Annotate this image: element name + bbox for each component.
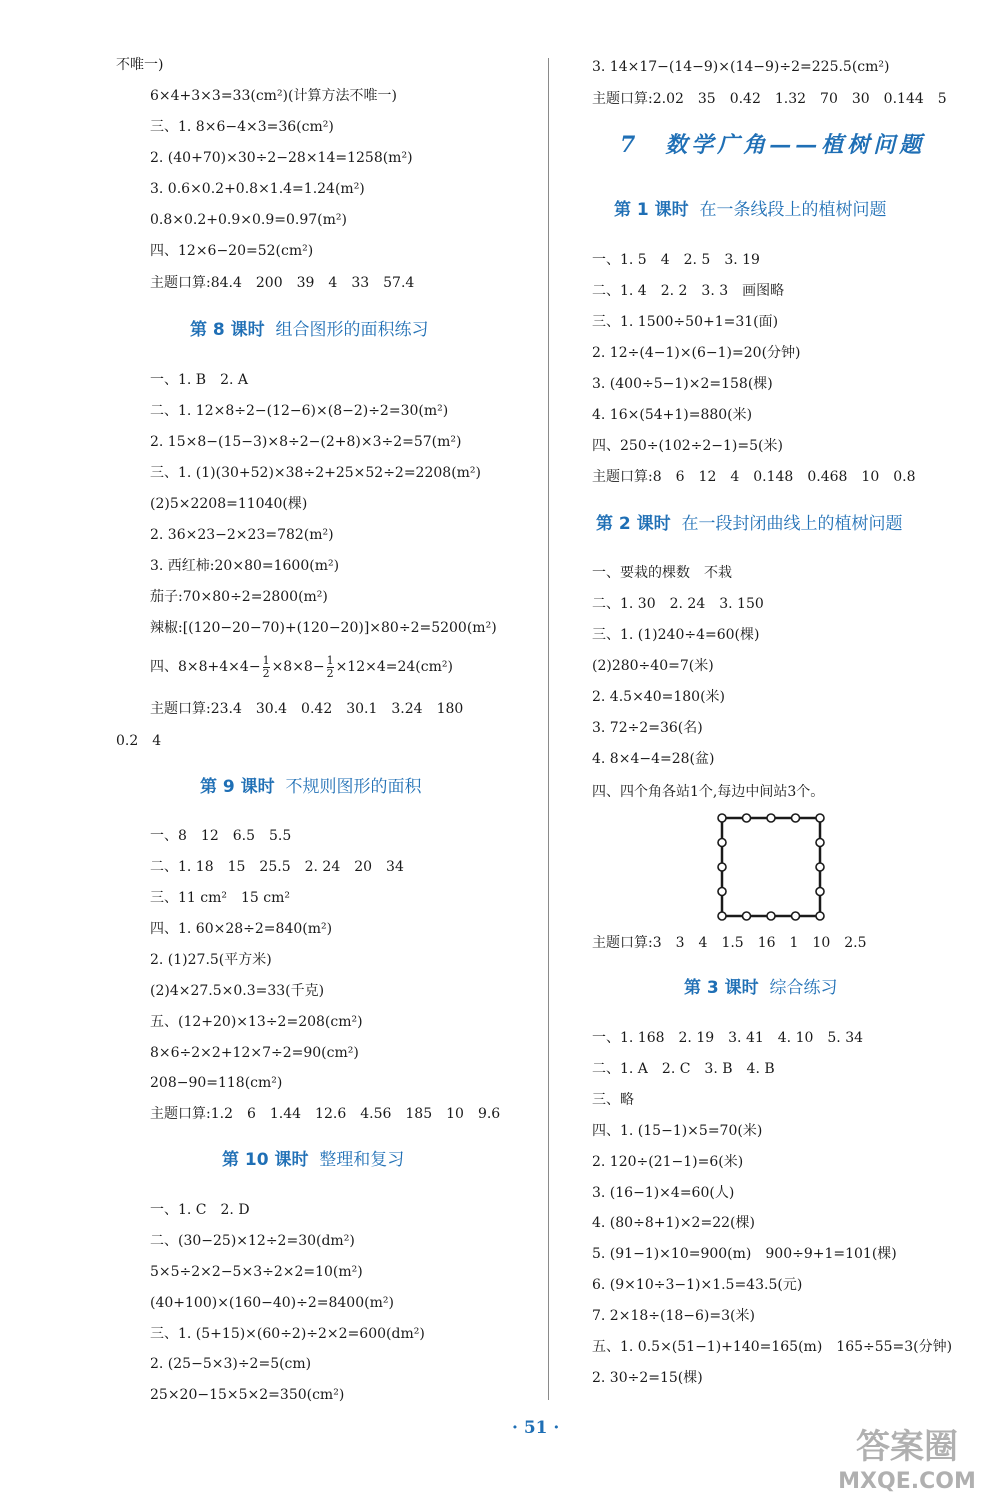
answer-line: 三、略: [592, 1092, 634, 1108]
tree-dot: [816, 912, 824, 920]
answer-line: 2. (40+70)×30÷2−28×14=1258(m²): [150, 150, 413, 166]
answer-line: 二、1. 18 15 25.5 2. 24 20 34: [150, 859, 404, 875]
lesson-heading: [684, 977, 837, 999]
lesson-title: 整理和复习: [319, 1150, 405, 1170]
numerator: 1: [326, 653, 334, 667]
answer-line: 一、8 12 6.5 5.5: [150, 828, 292, 844]
answer-line: 5×5÷2×2−5×3÷2×2=10(m²): [150, 1264, 363, 1280]
lesson-heading: [596, 513, 902, 535]
expr-part: 四、8×8+4×4−: [150, 659, 261, 675]
answer-line: 3. 西红柿:20×80=1600(m²): [150, 558, 340, 574]
tree-dot: [792, 814, 800, 822]
tree-dot: [718, 912, 726, 920]
lesson-number: 第 9 课时: [200, 777, 275, 797]
lesson-title: 综合练习: [769, 978, 838, 998]
answer-line: 4. (80÷8+1)×2=22(棵): [592, 1215, 755, 1231]
answer-line: 4. 16×(54+1)=880(米): [592, 407, 753, 423]
answer-line: 三、1. (1)240÷4=60(棵): [592, 627, 760, 643]
lesson-number: 第 8 课时: [190, 320, 265, 340]
tree-dot: [816, 888, 824, 896]
tree-dot: [718, 814, 726, 822]
answer-line: 6. (9×10÷3−1)×1.5=43.5(元): [592, 1277, 803, 1293]
tree-dot: [718, 839, 726, 847]
tree-dot: [792, 912, 800, 920]
answer-line: 3. (400÷5−1)×2=158(棵): [592, 376, 773, 392]
tree-dot: [718, 863, 726, 871]
answer-line: 三、1. (5+15)×(60÷2)÷2×2=600(dm²): [150, 1326, 425, 1342]
answer-line: 2. (25−5×3)÷2=5(cm): [150, 1356, 312, 1372]
tree-dot: [816, 863, 824, 871]
answer-line: 25×20−15×5×2=350(cm²): [150, 1387, 345, 1403]
answer-line: 不唯一): [116, 57, 164, 73]
numerator: 1: [262, 653, 270, 667]
page-number: · 51 ·: [512, 1418, 560, 1438]
lesson-heading: [614, 199, 886, 221]
tree-dot: [743, 912, 751, 920]
tree-square-diagram: [716, 812, 826, 922]
answer-line: 6×4+3×3=33(cm²)(计算方法不唯一): [150, 88, 397, 104]
answer-line: 四、250÷(102÷2−1)=5(米): [592, 438, 783, 454]
fraction: [327, 655, 334, 680]
answer-line: 2. (1)27.5(平方米): [150, 952, 272, 968]
lesson-title: 组合图形的面积练习: [275, 320, 429, 340]
lesson-number: 第 1 课时: [614, 200, 689, 220]
lesson-title: 在一段封闭曲线上的植树问题: [681, 514, 903, 534]
tree-dot: [816, 814, 824, 822]
answer-line: 2. 15×8−(15−3)×8÷2−(2+8)×3÷2=57(m²): [150, 434, 462, 450]
mental-math-line: 0.2 4: [116, 733, 162, 749]
lesson-number: 第 10 课时: [222, 1150, 309, 1170]
lesson-title: 在一条线段上的植树问题: [699, 200, 887, 220]
denominator: 2: [326, 666, 334, 680]
watermark-logo: 答案圈: [856, 1427, 958, 1467]
answer-line: 三、1. 1500÷50+1=31(面): [592, 314, 779, 330]
column-divider: [548, 58, 549, 1400]
site-watermark: [822, 1418, 992, 1494]
fraction-answer-line: [150, 653, 453, 681]
answer-line: 5. (91−1)×10=900(m) 900÷9+1=101(棵): [592, 1246, 897, 1262]
answer-line: 3. 14×17−(14−9)×(14−9)÷2=225.5(cm²): [592, 59, 890, 75]
answer-line: 二、1. 12×8÷2−(12−6)×(8−2)÷2=30(m²): [150, 403, 449, 419]
answer-line: 2. 4.5×40=180(米): [592, 689, 725, 705]
answer-line: 三、11 cm² 15 cm²: [150, 890, 290, 906]
answer-line: (2)5×2208=11040(棵): [150, 496, 308, 512]
watermark-domain: MXQE.COM: [838, 1469, 976, 1494]
lesson-number: 第 3 课时: [684, 978, 759, 998]
answer-line: 辣椒:[(120−20−70)+(120−20)]×80÷2=5200(m²): [150, 620, 497, 636]
tree-dot: [743, 814, 751, 822]
answer-line: 2. 36×23−2×23=782(m²): [150, 527, 334, 543]
tree-dot: [767, 814, 775, 822]
mental-math-line: 主题口算:8 6 12 4 0.148 0.468 10 0.8: [592, 469, 916, 485]
answer-line: (40+100)×(160−40)÷2=8400(m²): [150, 1295, 394, 1311]
mental-math-line: 主题口算:3 3 4 1.5 16 1 10 2.5: [592, 935, 867, 951]
answer-line: 一、1. C 2. D: [150, 1202, 250, 1218]
answer-line: 208−90=118(cm²): [150, 1075, 283, 1091]
answer-line: 四、1. (15−1)×5=70(米): [592, 1123, 763, 1139]
chapter-title: 7 数学广角——植树问题: [620, 132, 926, 158]
answer-line: 茄子:70×80÷2=2800(m²): [150, 589, 328, 605]
answer-line: 五、1. 0.5×(51−1)+140=165(m) 165÷55=3(分钟): [592, 1339, 953, 1355]
answer-line: 二、1. 4 2. 2 3. 3 画图略: [592, 283, 785, 299]
answer-line: 二、1. A 2. C 3. B 4. B: [592, 1061, 775, 1077]
answer-line: 三、1. (1)(30+52)×38÷2+25×52÷2=2208(m²): [150, 465, 482, 481]
answer-line: 8×6÷2×2+12×7÷2=90(cm²): [150, 1045, 359, 1061]
answer-line: 三、1. 8×6−4×3=36(cm²): [150, 119, 334, 135]
expr-part: ×8×8−: [271, 659, 325, 675]
expr-part: ×12×4=24(cm²): [335, 659, 453, 675]
answer-line: (2)280÷40=7(米): [592, 658, 714, 674]
answer-line: 0.8×0.2+0.9×0.9=0.97(m²): [150, 212, 347, 228]
tree-dot: [718, 888, 726, 896]
answer-line: 3. 72÷2=36(名): [592, 720, 703, 736]
answer-line: 7. 2×18÷(18−6)=3(米): [592, 1308, 755, 1324]
answer-line: 四、12×6−20=52(cm²): [150, 243, 314, 259]
denominator: 2: [262, 666, 270, 680]
fraction: [263, 655, 270, 680]
answer-line: 四、四个角各站1个,每边中间站3个。: [592, 784, 825, 800]
square-outline: [722, 818, 820, 916]
answer-line: 2. 30÷2=15(棵): [592, 1370, 703, 1386]
lesson-heading: [200, 776, 421, 798]
answer-line: (2)4×27.5×0.3=33(千克): [150, 983, 325, 999]
answer-line: 一、1. B 2. A: [150, 372, 249, 388]
answer-line: 3. (16−1)×4=60(人): [592, 1185, 735, 1201]
lesson-title: 不规则图形的面积: [285, 777, 422, 797]
answer-line: 四、1. 60×28÷2=840(m²): [150, 921, 333, 937]
answer-line: 二、1. 30 2. 24 3. 150: [592, 596, 764, 612]
lesson-number: 第 2 课时: [596, 514, 671, 534]
mental-math-line: 主题口算:23.4 30.4 0.42 30.1 3.24 180: [150, 701, 464, 717]
answer-line: 2. 12÷(4−1)×(6−1)=20(分钟): [592, 345, 801, 361]
tree-dot: [767, 912, 775, 920]
mental-math-line: 主题口算:1.2 6 1.44 12.6 4.56 185 10 9.6: [150, 1106, 501, 1122]
lesson-heading: [222, 1149, 404, 1171]
mental-math-line: 主题口算:84.4 200 39 4 33 57.4: [150, 275, 415, 291]
answer-line: 一、要栽的棵数 不栽: [592, 565, 732, 581]
answer-line: 五、(12+20)×13÷2=208(cm²): [150, 1014, 363, 1030]
lesson-heading: [190, 319, 428, 341]
answer-line: 二、(30−25)×12÷2=30(dm²): [150, 1233, 355, 1249]
answer-line: 2. 120÷(21−1)=6(米): [592, 1154, 744, 1170]
answer-line: 一、1. 5 4 2. 5 3. 19: [592, 252, 760, 268]
answer-line: 4. 8×4−4=28(盆): [592, 751, 715, 767]
mental-math-line: 主题口算:2.02 35 0.42 1.32 70 30 0.144 5: [592, 91, 947, 107]
answer-line: 3. 0.6×0.2+0.8×1.4=1.24(m²): [150, 181, 365, 197]
answer-line: 一、1. 168 2. 19 3. 41 4. 10 5. 34: [592, 1030, 864, 1046]
tree-dot: [816, 839, 824, 847]
